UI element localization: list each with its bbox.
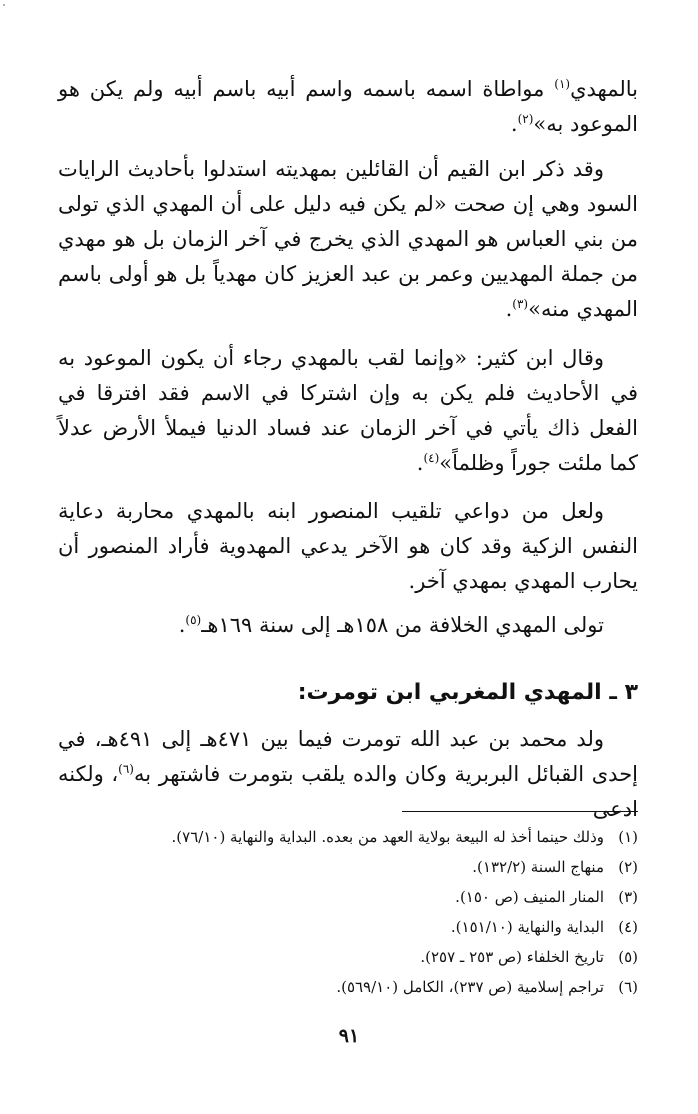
text-run: . [416,451,424,475]
paragraph [58,72,638,142]
text-run: ولد محمد بن عبد الله تومرت فيما بين ٤٧١هـ إلى ٤٩١هـ، في إحدى القبائل البربرية وكان والده يلقب بتومرت فاشتهر به [58,727,639,786]
footnote-text: منهاج السنة (١٣٢/٢). [472,858,604,876]
footnote-text: تاريخ الخلفاء (ص ٢٥٣ ـ ٢٥٧). [420,948,604,966]
paragraph: ولعل من دواعي تلقيب المنصور ابنه بالمهدي محاربة دعاية النفس الزكية وقد كان هو الآخر يدعي المهدوية فأراد المنصور أن يحارب المهدي بمهدي آخر. [58,499,638,593]
footnote-number: (١) [618,828,638,846]
footnote-item [58,972,638,1002]
footnote-ref: (١) [554,77,571,91]
text-run: مواطاة اسمه باسمه واسم أبيه باسم أبيه ولم يكن هو الموعود به» [58,77,638,136]
text-run: وقد ذكر ابن القيم أن القائلين بمهديته استدلوا بأحاديث الرايات السود وهي إن صحت «لم يكن فيه دليل على أن المهدي الذي تولى من بني العباس هو المهدي الذي يخرج في آخر الزمان بل هو مهدي من جملة المهديين وعمر بن عبد العزيز كان مهدياً بل هو أولى باسم المهدي منه» [58,157,638,321]
footnote-number: (٦) [618,978,638,996]
footnote-text: البداية والنهاية (١٥١/١٠). [450,918,604,936]
scan-speck [3,4,5,6]
text-run: وقال ابن كثير: «وإنما لقب بالمهدي رجاء أن يكون الموعود به في الأحاديث فلم يكن به وإن اشتركا في الاسم فقد افترقا في الفعل ذاك يأتي في آخر الزمان عند فساد الدنيا فيملأ الأرض عدلاً كما ملئت جوراً وظلماً» [58,346,638,475]
text-run: ، ولكنه ادعى [58,762,638,821]
text-run: بالمهدي [570,77,638,101]
footnote-text: المنار المنيف (ص ١٥٠). [455,888,604,906]
footnote-ref: (٦) [118,762,134,776]
paragraph-almansur [58,494,638,599]
text-run: تولى المهدي الخلافة من ١٥٨هـ إلى سنة ١٦٩هـ [201,613,604,637]
paragraph-ibn-kathir [58,341,638,481]
footnote-item [58,942,638,972]
footnote-ref: (٣) [512,297,529,311]
paragraph-ibn-alqayyim [58,152,638,327]
text-run: . [505,297,513,321]
paragraph [58,608,638,643]
section-heading: ٣ ـ المهدي المغربي ابن تومرت: [297,680,638,705]
footnote-item [58,852,638,882]
text-run: . [178,613,186,637]
footnote-text: وذلك حينما أخذ له البيعة بولاية العهد من بعده. البداية والنهاية (٧٦/١٠). [171,828,604,846]
footnote-item [58,822,638,852]
footnote-item [58,912,638,942]
footnote-item [58,882,638,912]
footnote-ref: (٥) [185,613,202,627]
footnote-number: (٤) [618,918,638,936]
footnotes [58,822,638,1002]
footnote-text: تراجم إسلامية (ص ٢٣٧)، الكامل (٥٦٩/١٠). [336,978,604,996]
footnote-ref: (٤) [423,451,440,465]
footnote-number: (٣) [618,888,638,906]
page-number: ٩١ [338,1025,360,1047]
paragraph-continuation [58,72,638,142]
footnote-separator [402,811,638,812]
footnote-ref: (٢) [517,112,534,126]
footnote-number: (٥) [618,948,638,966]
text-run: . [510,112,518,136]
paragraph-caliphate [58,608,638,643]
footnote-number: (٢) [618,858,638,876]
paragraph [58,341,638,481]
paragraph [58,152,638,327]
